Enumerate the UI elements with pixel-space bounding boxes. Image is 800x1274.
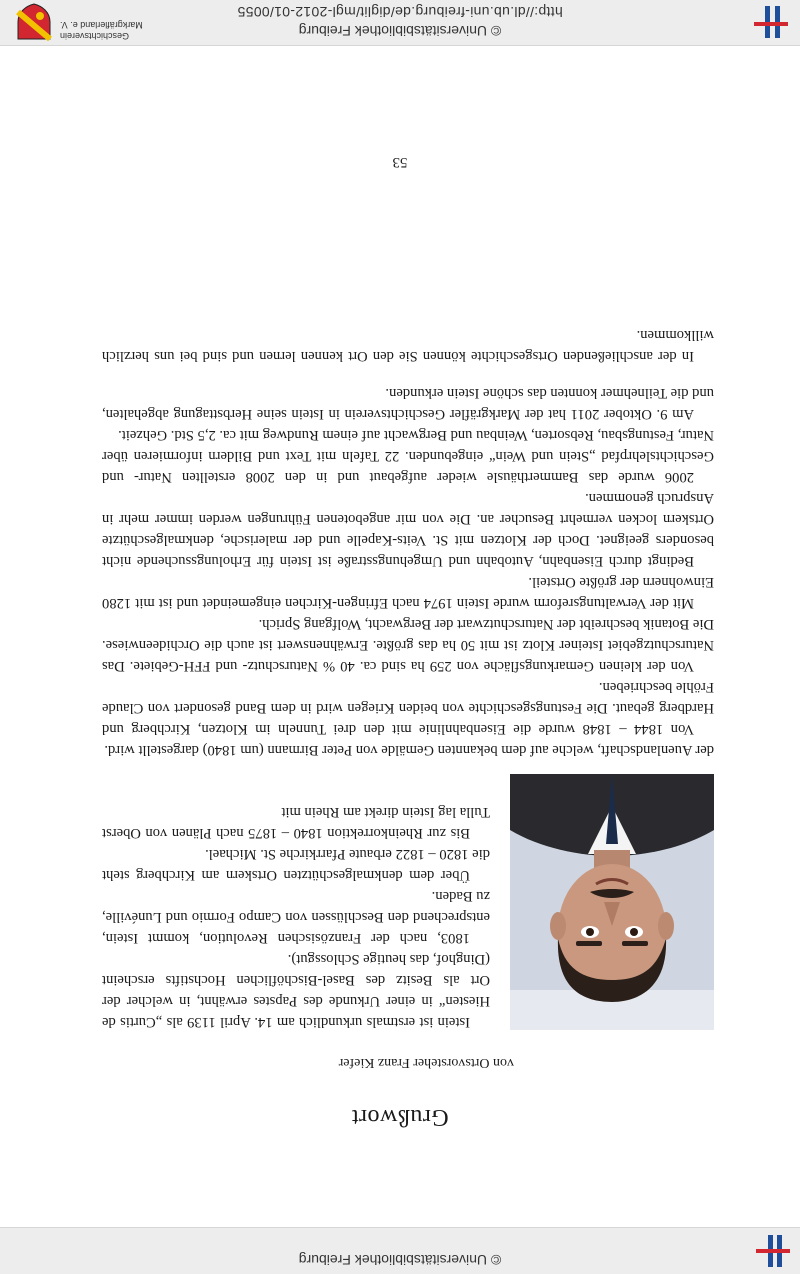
paragraph: Mit der Verwaltungsreform wurde Istein 1974 nach Efringen-Kirchen eingemeindet und ist mit 1280 Einwohnern der größte Ortsteil. (102, 574, 714, 611)
paragraph: 1803, nach der Französischen Revolution, kommt Istein, entsprechend den Beschlüssen von Campo Formio und Lunéville, zu Baden. (102, 888, 490, 946)
viewer-footer-bar (0, 0, 800, 46)
society-crest-icon (14, 2, 54, 42)
main-text (102, 324, 714, 760)
intro-text-column (102, 801, 490, 1032)
page-title: Grußwort (351, 1104, 449, 1130)
paragraph: Am 9. Oktober 2011 hat der Markgräfler Geschichtsverein in Istein seine Herbsttagung abgehalten, und die Teilnehmer konnten das schöne Istein erkunden. (102, 385, 714, 422)
page-number: 53 (392, 154, 408, 170)
paragraph: Bis zur Rheinkorrektion 1840 – 1875 nach Plänen von Oberst Tulla lag Istein direkt am Rhein mit (102, 804, 490, 841)
paragraph: Von 1844 – 1848 wurde die Eisenbahnlinie mit den drei Tunneln im Klotzen, Kirchberg und Hardberg gebaut. Die Festungsgeschichte von beiden Kriegen wird in dem Band gesondert von Claude Fröhle beschrieben. (102, 679, 714, 737)
portrait-photo (510, 774, 714, 1030)
viewer-header-bar (0, 1227, 800, 1274)
paragraph: Istein ist erstmals urkundlich am 14. April 1139 als „Curtis de Hiesten“ in einer Urkunde des Papstes erwähnt, in welcher der Ort als Besitz des Basel-Bischöflichen Hochstifts erscheint (Dinghof, das heutige Schlossgut). (102, 951, 490, 1030)
paragraph: Von der kleinen Gemarkungsfläche von 259 ha sind ca. 40 % Naturschutz- und FFH-Gebiete. Das Naturschutzgebiet Isteiner Klotz ist mit 50 ha das größte. Erwähnenswert ist auch die Orchideenwiese. Die Botanik beschreibt der Naturschutzwart der Bergwacht, Wolfgang Sprich. (102, 616, 714, 674)
copyright-line: © Universitätsbibliothek Freiburg (298, 23, 502, 39)
copyright-line: © Universitätsbibliothek Freiburg (298, 1252, 502, 1268)
society-name: Geschichtsverein Markgräflerland e. V. (60, 20, 143, 41)
author-byline: von Ortsvorsteher Franz Kiefer (338, 1055, 514, 1070)
portrait-figure (510, 774, 714, 1030)
paragraph: der Auenlandschaft, welche auf dem bekannten Gemälde von Peter Birmann (um 1840) dargestellt wird. (104, 742, 714, 758)
paragraph: 2006 wurde das Bammerthäusle wieder aufgebaut und in den 2008 erstellten Natur- und Geschichtslehrpfad „Stein und Wein“ eingebunden. 22 Tafeln mit Text und Bildern informieren über Natur, Festungsbau, Rebsorten, Weinbau und Bergwacht auf einem Rundweg mit ca. 2,5 Std. Gehzeit. (102, 427, 714, 485)
document-url-link[interactable]: http://dl.ub.uni-freiburg.de/diglit/mgl-2012-01/0055 (237, 4, 563, 20)
paragraph: Über dem denkmalgeschützten Ortskern am Kirchberg steht die 1820 – 1822 erbaute Pfarrkirche St. Michael. (102, 846, 490, 883)
paragraph: In der anschließenden Ortsgeschichte können Sie den Ort kennen lernen und sind bei uns herzlich willkommen. (102, 327, 714, 364)
paragraph: Bedingt durch Eisenbahn, Autobahn und Umgehungsstraße ist Istein für Erholungssuchende nicht besonders geeignet. Doch der Klotzen mit St. Veits-Kapelle und der malerische, denkmalgeschützte Ortskern locken vermehrt Besucher an. Die von mir angebotenen Führungen werden immer mehr in Anspruch genommen. (102, 490, 714, 569)
